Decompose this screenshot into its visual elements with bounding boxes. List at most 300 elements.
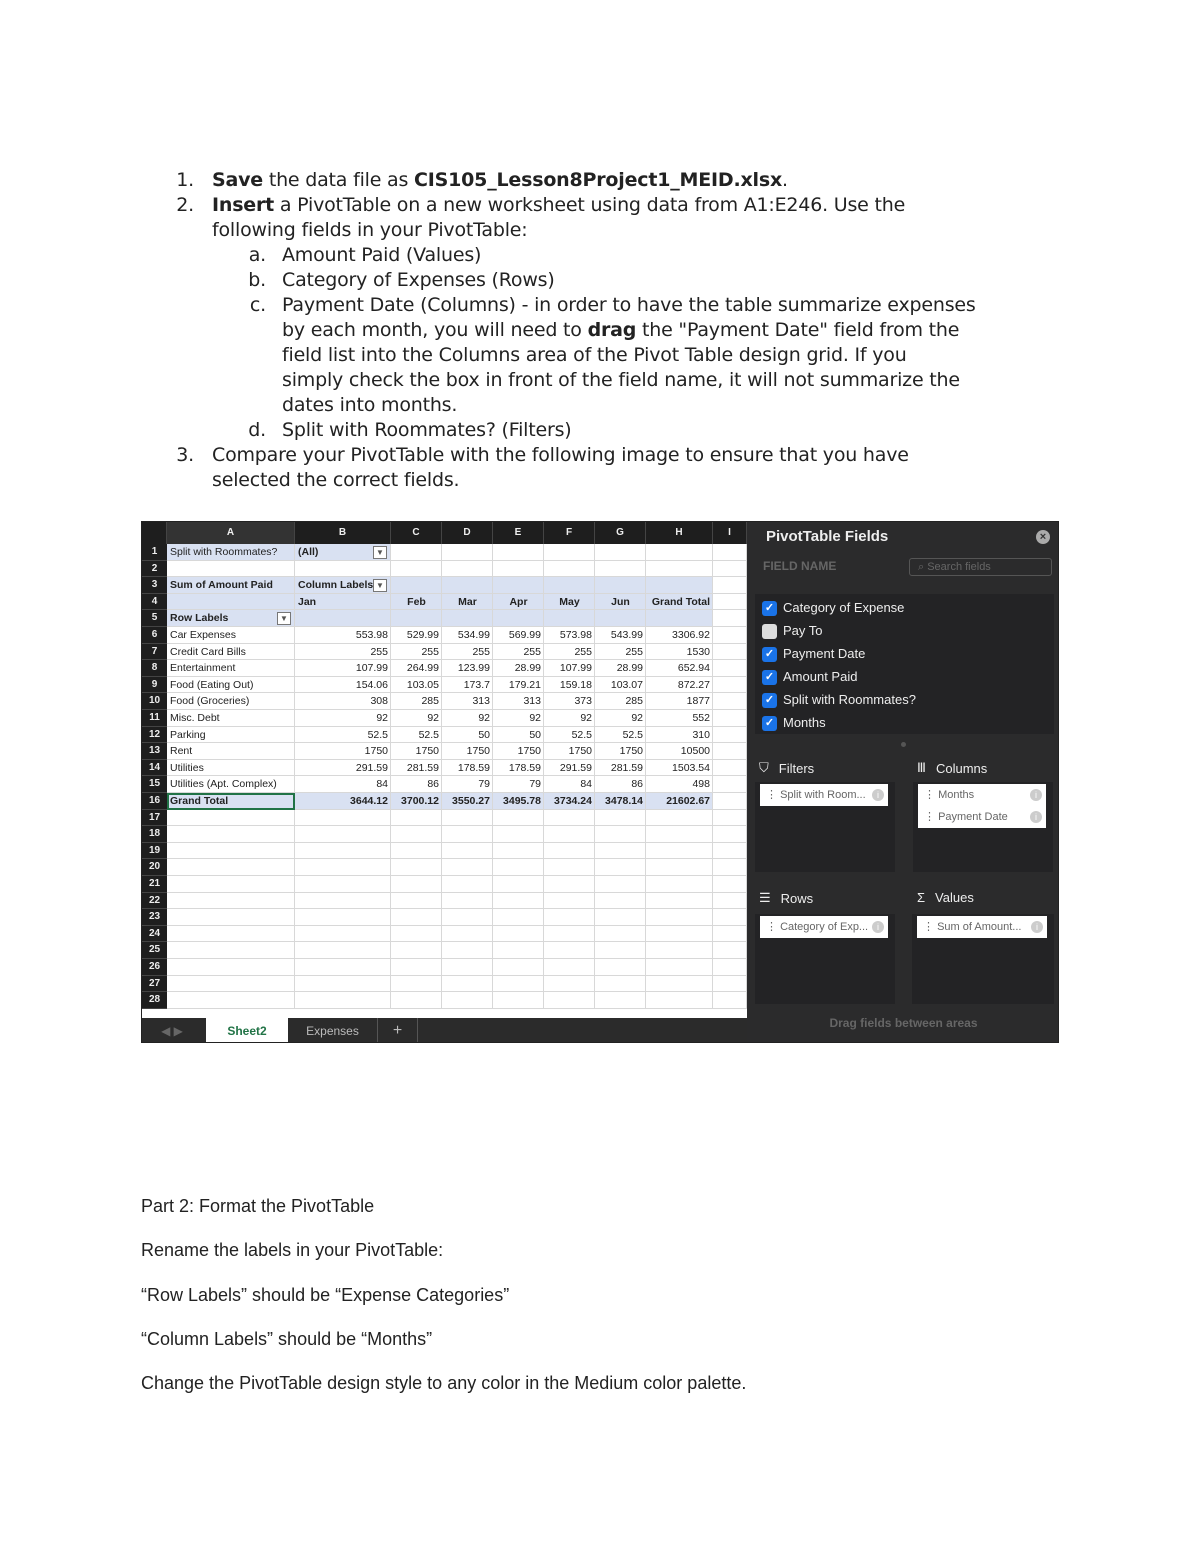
selected-cell[interactable] (167, 793, 295, 810)
drag-hint: Drag fields between areas (829, 1016, 978, 1030)
row-header[interactable]: 18 (142, 826, 167, 843)
row-header[interactable]: 19 (142, 843, 167, 860)
row-header[interactable]: 1 (142, 544, 167, 561)
cell[interactable] (295, 909, 391, 926)
cell[interactable] (442, 942, 493, 959)
cell[interactable] (391, 859, 442, 876)
cell[interactable] (167, 876, 295, 893)
cell[interactable] (713, 727, 747, 744)
cell[interactable] (167, 992, 295, 1009)
cell[interactable] (167, 909, 295, 926)
checkbox-icon[interactable]: ✓ (762, 670, 777, 685)
cell[interactable] (646, 926, 713, 943)
cell[interactable] (391, 926, 442, 943)
cell[interactable] (295, 992, 391, 1009)
cell[interactable] (391, 826, 442, 843)
cell[interactable] (544, 876, 595, 893)
cell[interactable] (295, 926, 391, 943)
cell[interactable] (544, 859, 595, 876)
row-label: Food (Eating Out) (170, 678, 254, 691)
value-cell: 92 (529, 712, 541, 724)
column-chip[interactable]: ⋮ Months i (918, 784, 1046, 806)
cell[interactable] (544, 992, 595, 1009)
cell[interactable] (442, 976, 493, 993)
value-cell: 553.98 (355, 629, 388, 641)
values-header: Σ Values (917, 890, 974, 905)
cell[interactable] (544, 909, 595, 926)
row-header[interactable]: 4 (142, 594, 167, 611)
search-fields-input[interactable]: ⌕ Search fields (909, 558, 1052, 576)
checkbox-icon[interactable] (762, 624, 777, 639)
cell[interactable] (391, 843, 442, 860)
cell[interactable] (391, 876, 442, 893)
grand-total-value: 3495.78 (503, 795, 541, 807)
cell[interactable] (595, 893, 646, 910)
row-header[interactable]: 17 (142, 810, 167, 827)
cell[interactable] (713, 793, 747, 810)
cell[interactable] (595, 843, 646, 860)
value-cell: 313 (472, 695, 490, 708)
row-header[interactable]: 2 (142, 561, 167, 578)
checkbox-icon[interactable]: ✓ (762, 716, 777, 731)
row-header[interactable]: 13 (142, 743, 167, 760)
value-cell: 92 (478, 712, 490, 724)
cell[interactable] (595, 826, 646, 843)
cell[interactable] (493, 876, 544, 893)
column-header-F[interactable]: F (544, 522, 595, 544)
cell[interactable] (646, 843, 713, 860)
field-item[interactable]: Pay To (762, 621, 823, 641)
cell[interactable] (295, 610, 391, 627)
row-header[interactable]: 22 (142, 893, 167, 910)
column-header-G[interactable]: G (595, 522, 646, 544)
value-cell: 179.21 (508, 678, 541, 691)
row-header[interactable]: 6 (142, 627, 167, 644)
panel-title: PivotTable Fields (766, 528, 889, 545)
value-cell: 123.99 (457, 662, 490, 675)
cell[interactable] (391, 544, 442, 561)
field-item[interactable]: ✓ Amount Paid (762, 667, 857, 687)
cell[interactable] (391, 577, 442, 594)
cell[interactable] (295, 876, 391, 893)
checkbox-icon[interactable]: ✓ (762, 601, 777, 616)
cell[interactable] (493, 942, 544, 959)
cell[interactable] (167, 843, 295, 860)
filter-chip[interactable]: ⋮ Split with Room... i (760, 784, 888, 806)
cell[interactable] (646, 561, 713, 578)
sheet-tab-sheet2[interactable]: Sheet2 (206, 1018, 288, 1043)
cell[interactable] (391, 561, 442, 578)
cell[interactable] (442, 826, 493, 843)
value-cell: 255 (574, 645, 592, 658)
cell[interactable] (544, 561, 595, 578)
spreadsheet-grid (142, 522, 747, 1043)
cell[interactable] (442, 810, 493, 827)
cell[interactable] (713, 810, 747, 827)
cell[interactable] (442, 859, 493, 876)
filters-header: ⛉ Filters (759, 760, 815, 776)
cell[interactable] (595, 942, 646, 959)
value-cell: 255 (472, 645, 490, 658)
cell[interactable] (646, 893, 713, 910)
value-cell: 52.5 (418, 728, 439, 741)
cell[interactable] (713, 992, 747, 1009)
cell[interactable] (442, 992, 493, 1009)
select-all-corner[interactable] (142, 522, 167, 544)
month-header: Apr (509, 595, 528, 608)
cell[interactable] (595, 859, 646, 876)
cell[interactable] (595, 909, 646, 926)
cell[interactable] (595, 876, 646, 893)
rows-area[interactable] (755, 914, 895, 1004)
row-header[interactable]: 21 (142, 876, 167, 893)
cell[interactable] (544, 810, 595, 827)
grand-total-value: 3478.14 (605, 795, 643, 807)
search-icon: ⌕ (918, 561, 928, 573)
row-label: Credit Card Bills (170, 645, 246, 658)
cell[interactable] (544, 843, 595, 860)
sigma-icon: Σ (917, 890, 926, 905)
cell[interactable] (544, 926, 595, 943)
cell[interactable] (544, 942, 595, 959)
cell[interactable] (442, 544, 493, 561)
cell[interactable] (167, 561, 295, 578)
value-cell: 52.5 (367, 728, 388, 741)
cell[interactable] (493, 810, 544, 827)
row-header[interactable]: 23 (142, 909, 167, 926)
cell[interactable] (595, 577, 646, 594)
cell[interactable] (295, 561, 391, 578)
cell[interactable] (493, 561, 544, 578)
cell[interactable] (442, 893, 493, 910)
cell[interactable] (713, 959, 747, 976)
splitter-handle[interactable] (901, 742, 906, 747)
cell[interactable] (295, 893, 391, 910)
columns-area[interactable] (913, 782, 1053, 872)
cell[interactable] (391, 959, 442, 976)
add-sheet-button[interactable]: + (378, 1018, 418, 1043)
cell[interactable] (295, 843, 391, 860)
sheet-nav-arrows-icon[interactable]: ◀ ▶ (161, 1024, 183, 1038)
cell[interactable] (493, 959, 544, 976)
row-header[interactable]: 28 (142, 992, 167, 1009)
cell[interactable] (442, 876, 493, 893)
value-cell: 1750 (364, 745, 388, 758)
cell[interactable] (646, 909, 713, 926)
row-header[interactable]: 27 (142, 976, 167, 993)
row-total: 1877 (686, 695, 710, 708)
cell[interactable] (713, 627, 747, 644)
row-labels-dropdown[interactable]: ▼ (277, 612, 291, 625)
cell[interactable] (713, 876, 747, 893)
cell[interactable] (167, 942, 295, 959)
cell[interactable] (713, 710, 747, 727)
row-label: Rent (170, 745, 193, 758)
cell[interactable] (713, 926, 747, 943)
cell[interactable] (646, 826, 713, 843)
cell[interactable] (713, 976, 747, 993)
value-cell: 178.59 (508, 761, 541, 774)
cell[interactable] (493, 577, 544, 594)
value-cell: 1750 (619, 745, 643, 758)
cell[interactable] (442, 561, 493, 578)
rows-header: ☰ Rows (759, 890, 814, 906)
checkbox-icon[interactable]: ✓ (762, 693, 777, 708)
cell[interactable] (167, 959, 295, 976)
grand-total-label: Grand Total (170, 795, 229, 807)
row-label: Utilities (170, 761, 204, 774)
field-item[interactable]: ✓ Split with Roommates? (762, 690, 916, 710)
info-icon: i (1030, 789, 1042, 801)
cell[interactable] (493, 926, 544, 943)
value-cell: 255 (370, 645, 388, 658)
cell[interactable] (646, 942, 713, 959)
value-cell: 52.5 (622, 728, 643, 741)
row-chip[interactable]: ⋮ Category of Exp... i (760, 916, 888, 938)
row-header[interactable]: 12 (142, 727, 167, 744)
cell[interactable] (544, 826, 595, 843)
column-header-C[interactable]: C (391, 522, 442, 544)
value-cell: 543.99 (610, 629, 643, 641)
cell[interactable] (713, 776, 747, 793)
row-header[interactable]: 5 (142, 610, 167, 627)
part2-line: Rename the labels in your PivotTable: (141, 1240, 444, 1260)
value-cell: 291.59 (355, 761, 388, 774)
filters-area[interactable] (755, 782, 895, 872)
row-label: Utilities (Apt. Complex) (170, 778, 277, 791)
cell[interactable] (595, 610, 646, 627)
column-header-E[interactable]: E (493, 522, 544, 544)
cell[interactable] (442, 577, 493, 594)
cell[interactable] (595, 959, 646, 976)
row-total: 872.27 (677, 678, 710, 691)
cell[interactable] (493, 826, 544, 843)
month-header: Jan (298, 595, 317, 608)
cell[interactable] (544, 893, 595, 910)
cell[interactable] (493, 976, 544, 993)
field-item[interactable]: ✓ Payment Date (762, 644, 865, 664)
cell[interactable] (167, 893, 295, 910)
cell[interactable] (493, 992, 544, 1009)
filter-dropdown[interactable]: ▼ (373, 546, 387, 559)
field-list (755, 594, 1054, 734)
cell[interactable] (646, 976, 713, 993)
value-cell: 1750 (415, 745, 439, 758)
info-icon: i (1031, 921, 1043, 933)
row-header[interactable]: 8 (142, 660, 167, 677)
value-cell: 285 (421, 695, 439, 708)
value-cell: 281.59 (610, 761, 643, 774)
cell[interactable] (713, 743, 747, 760)
cell[interactable] (167, 826, 295, 843)
value-cell: 313 (523, 695, 541, 708)
value-cell: 103.07 (610, 678, 643, 691)
value-cell: 52.5 (571, 728, 592, 741)
cell[interactable] (713, 693, 747, 710)
cell[interactable] (493, 893, 544, 910)
cell[interactable] (442, 909, 493, 926)
cell[interactable] (391, 992, 442, 1009)
cell[interactable] (442, 610, 493, 627)
cell[interactable] (713, 843, 747, 860)
cell[interactable] (295, 976, 391, 993)
cell[interactable] (544, 544, 595, 561)
cell[interactable] (713, 577, 747, 594)
cell[interactable] (167, 594, 295, 611)
cell[interactable] (646, 810, 713, 827)
value-cell: 79 (529, 778, 541, 791)
cell[interactable] (646, 992, 713, 1009)
column-header-B[interactable]: B (295, 522, 391, 544)
cell[interactable] (167, 810, 295, 827)
value-cell: 84 (376, 778, 388, 791)
close-icon[interactable]: × (1036, 530, 1050, 544)
step-2b: b. Category of Expenses (Rows) (248, 269, 555, 291)
cell[interactable] (493, 859, 544, 876)
field-item[interactable]: ✓ Months (762, 713, 826, 733)
cell[interactable] (493, 909, 544, 926)
cell[interactable] (391, 610, 442, 627)
cell[interactable] (167, 976, 295, 993)
row-total: 1530 (686, 645, 710, 658)
cell[interactable] (295, 826, 391, 843)
row-header[interactable]: 10 (142, 693, 167, 710)
cell[interactable] (713, 610, 747, 627)
cell[interactable] (391, 909, 442, 926)
row-header[interactable]: 3 (142, 577, 167, 594)
value-cell: 92 (376, 712, 388, 724)
cell[interactable] (295, 942, 391, 959)
value-chip[interactable]: ⋮ Sum of Amount... i (917, 916, 1047, 938)
cell[interactable] (646, 876, 713, 893)
cell[interactable] (595, 561, 646, 578)
cell[interactable] (544, 976, 595, 993)
column-labels-dropdown[interactable]: ▼ (373, 579, 387, 592)
cell[interactable] (544, 959, 595, 976)
cell[interactable] (595, 992, 646, 1009)
cell[interactable] (391, 810, 442, 827)
cell[interactable] (595, 544, 646, 561)
column-header-D[interactable]: D (442, 522, 493, 544)
cell[interactable] (713, 760, 747, 777)
value-cell: 173.7 (463, 678, 490, 691)
value-cell: 28.99 (514, 662, 541, 675)
instructions-list: 1. Save the data file as CIS105_Lesson8Project1_MEID.xlsx. 2. Insert a PivotTable on a new worksheet using data from A1:E246. Use the following fields in your PivotTable: a. Amount Paid (Values) b. Category of Expenses (Rows) c. Payment Date (Columns) - in order to have the table summarize expenses by each month, you will need to drag the "Payment Date" field from the field list into the Columns area of the Pivot Table design grid. If you simply check the box in front of the field name, it will not summarize the dates into months. d. Split with Roommates? (Filters) 3. Compare your PivotTable with the following image to ensure that you have selected the correct fields. (0, 168, 976, 493)
cell[interactable] (713, 561, 747, 578)
cell[interactable] (391, 976, 442, 993)
row-label: Misc. Debt (170, 712, 220, 724)
value-cell: 1750 (517, 745, 541, 758)
value-cell: 107.99 (559, 662, 592, 675)
row-total: 3306.92 (672, 629, 710, 641)
row-header[interactable]: 9 (142, 677, 167, 694)
cell[interactable] (391, 893, 442, 910)
cell[interactable] (295, 859, 391, 876)
cell[interactable] (544, 577, 595, 594)
row-header[interactable]: 24 (142, 926, 167, 943)
cell[interactable] (442, 926, 493, 943)
cell[interactable] (713, 826, 747, 843)
value-cell: 50 (529, 728, 541, 741)
cell[interactable] (493, 610, 544, 627)
cell[interactable] (595, 926, 646, 943)
cell[interactable] (595, 976, 646, 993)
column-header-I[interactable]: I (713, 522, 747, 544)
row-label: Entertainment (170, 662, 236, 675)
cell[interactable] (713, 942, 747, 959)
value-cell: 569.99 (508, 629, 541, 641)
cell[interactable] (493, 843, 544, 860)
columns-icon: Ⅲ (917, 760, 926, 775)
cell[interactable] (646, 544, 713, 561)
info-icon: i (1030, 811, 1042, 823)
column-header-H[interactable]: H (646, 522, 713, 544)
cell[interactable] (713, 594, 747, 611)
row-header[interactable]: 14 (142, 760, 167, 777)
part2-line: “Row Labels” should be “Expense Categories” (141, 1285, 510, 1305)
cell[interactable] (544, 610, 595, 627)
step-3: 3. Compare your PivotTable with the following image to ensure that you have (176, 444, 909, 466)
cell[interactable] (713, 544, 747, 561)
cell[interactable] (646, 959, 713, 976)
info-icon: i (872, 921, 884, 933)
excel-screenshot (141, 521, 1059, 1043)
cell[interactable] (167, 859, 295, 876)
row-header[interactable]: 15 (142, 776, 167, 793)
cell[interactable] (713, 859, 747, 876)
row-header[interactable]: 11 (142, 710, 167, 727)
month-header: Feb (407, 595, 426, 608)
row-label: Parking (170, 728, 206, 741)
row-header[interactable]: 20 (142, 859, 167, 876)
cell[interactable] (295, 810, 391, 827)
step-2a: a. Amount Paid (Values) (248, 244, 482, 266)
cell[interactable] (713, 677, 747, 694)
sheet-tab-expenses[interactable]: Expenses (288, 1018, 378, 1043)
cell[interactable] (442, 959, 493, 976)
checkbox-icon[interactable]: ✓ (762, 647, 777, 662)
cell[interactable] (391, 942, 442, 959)
row-header[interactable]: 16 (142, 793, 167, 810)
column-chip[interactable]: ⋮ Payment Date i (918, 806, 1046, 828)
cell[interactable] (595, 810, 646, 827)
row-header[interactable]: 26 (142, 959, 167, 976)
grand-total-sum: 21602.67 (666, 795, 710, 807)
value-cell: 308 (370, 695, 388, 708)
values-area[interactable] (912, 914, 1054, 1004)
cell[interactable] (713, 660, 747, 677)
part2-title: Part 2: Format the PivotTable (141, 1196, 375, 1216)
row-header[interactable]: 25 (142, 942, 167, 959)
cell[interactable] (646, 859, 713, 876)
row-header[interactable]: 7 (142, 644, 167, 661)
pivottable-fields-panel (747, 522, 1059, 1043)
column-header-A[interactable]: A (167, 522, 295, 544)
cell[interactable] (442, 843, 493, 860)
cell[interactable] (493, 544, 544, 561)
cell[interactable] (167, 926, 295, 943)
cell[interactable] (713, 909, 747, 926)
cell[interactable] (646, 610, 713, 627)
value-cell: 86 (631, 778, 643, 791)
step-2c: c. Payment Date (Columns) - in order to have the table summarize expenses (249, 294, 976, 316)
field-item[interactable]: ✓ Category of Expense (762, 598, 904, 618)
cell[interactable] (713, 893, 747, 910)
cell[interactable] (713, 644, 747, 661)
cell[interactable] (646, 577, 713, 594)
cell[interactable] (295, 959, 391, 976)
info-icon: i (872, 789, 884, 801)
